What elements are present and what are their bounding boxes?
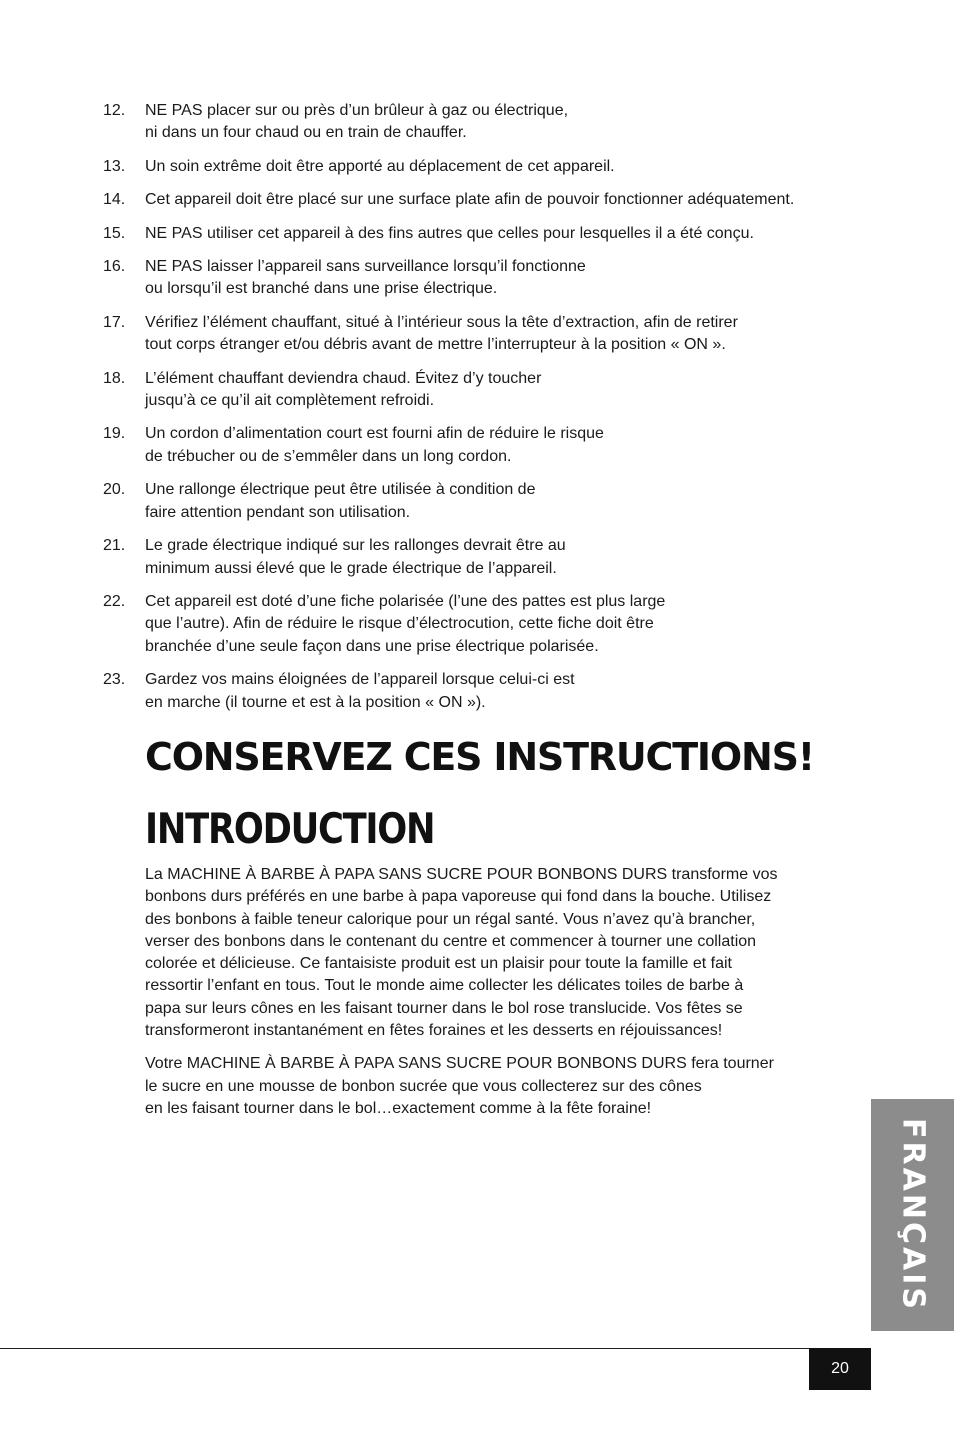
list-item [103,156,863,178]
list-item-number: 13. [103,157,126,175]
list-item [103,423,863,468]
safety-instructions-list [103,100,863,725]
list-item-text: NE PAS laisser l’appareil sans surveillance lorsqu’il fonctionne ou lorsqu’il est branché dans une prise électrique. [145,258,586,298]
list-item-number: 17. [103,313,126,331]
list-item [103,535,863,580]
list-item-text: NE PAS utiliser cet appareil à des fins autres que celles pour lesquelles il a été conçu. [145,224,754,242]
list-item [103,189,863,211]
list-item [103,368,863,413]
list-item-text: Vérifiez l’élément chauffant, situé à l’intérieur sous la tête d’extraction, afin de retirer tout corps étranger et/ou débris avant de mettre l’interrupteur à la position « ON ». [145,313,738,354]
list-item-number: 12. [103,102,126,119]
language-tab [871,1099,954,1331]
intro-paragraph: La MACHINE À BARBE À PAPA SANS SUCRE POUR BONBONS DURS transforme vos bonbons durs préférés en une barbe à papa vaporeuse qui fond dans la bouche. Utilisez des bonbons à faible teneur calorique pour un régal santé. Vous n’avez qu’à brancher, verser des bonbons dans le contenant du centre et commencer à tourner une collation colorée et délicieuse. Ce fantaisiste produit est un plaisir pour toute la famille et fait ressortir l’enfant en tous. Tout le monde aime collecter les délicates toiles de barbe à papa sur leurs cônes en les faisant tourner dans le bol rose translucide. Vos fêtes se transformeront instantanément en fêtes foraines et les desserts en réjouissances! [145,866,778,1040]
save-instructions-heading: CONSERVEZ CES INSTRUCTIONS! [145,735,814,779]
list-item [103,591,863,658]
list-item [103,256,863,301]
list-item-text: Une rallonge électrique peut être utilisée à condition de faire attention pendant son utilisation. [145,481,536,521]
list-item-number: 15. [103,224,126,242]
list-item-text: Le grade électrique indiqué sur les rallonges devrait être au minimum aussi élevé que le grade électrique de l’appareil. [145,537,566,577]
page-number-text: 20 [831,1360,849,1377]
list-item [103,669,863,714]
list-item-number: 18. [103,369,126,387]
intro-paragraph: Votre MACHINE À BARBE À PAPA SANS SUCRE POUR BONBONS DURS fera tourner le sucre en une mousse de bonbon sucrée que vous collecterez sur des cônes en les faisant tourner dans le bol…exactement comme à la fête foraine! [145,1055,774,1117]
list-item [103,479,863,524]
list-item-number: 16. [103,258,126,276]
list-item-number: 21. [103,537,126,555]
list-item [103,223,863,245]
list-item-number: 19. [103,425,126,443]
list-item-text: Gardez vos mains éloignées de l’appareil lorsque celui-ci est en marche (il tourne et est à la position « ON »). [145,671,575,711]
list-item-number: 23. [103,671,126,689]
list-item-text: Cet appareil doit être placé sur une surface plate afin de pouvoir fonctionner adéquatement. [145,191,795,209]
list-item [103,312,863,357]
list-item-text: Un cordon d’alimentation court est fourni afin de réduire le risque de trébucher ou de s’emmêler dans un long cordon. [145,425,604,465]
list-item-text: Un soin extrême doit être apporté au déplacement de cet appareil. [145,157,615,175]
list-item-number: 14. [103,191,126,209]
introduction-heading: INTRODUCTION [145,804,435,853]
list-item-number: 20. [103,481,126,499]
language-tab-label: FRANÇAIS [895,1118,930,1312]
list-item-text: Cet appareil est doté d’une fiche polarisée (l’une des pattes est plus large que l’autre). Afin de réduire le risque d’électrocution, cette fiche doit être branchée d’une seule façon dans une prise électrique polarisée. [145,592,666,655]
footer-divider [0,1348,871,1349]
page-number [809,1348,871,1390]
list-item-text: NE PAS placer sur ou près d’un brûleur à gaz ou électrique, ni dans un four chaud ou en train de chauffer. [145,102,569,142]
list-item-text: L’élément chauffant deviendra chaud. Évitez d’y toucher jusqu’à ce qu’il ait complètement refroidi. [145,369,542,410]
list-item-number: 22. [103,592,126,610]
introduction-body [145,864,835,1131]
list-item [103,100,863,145]
